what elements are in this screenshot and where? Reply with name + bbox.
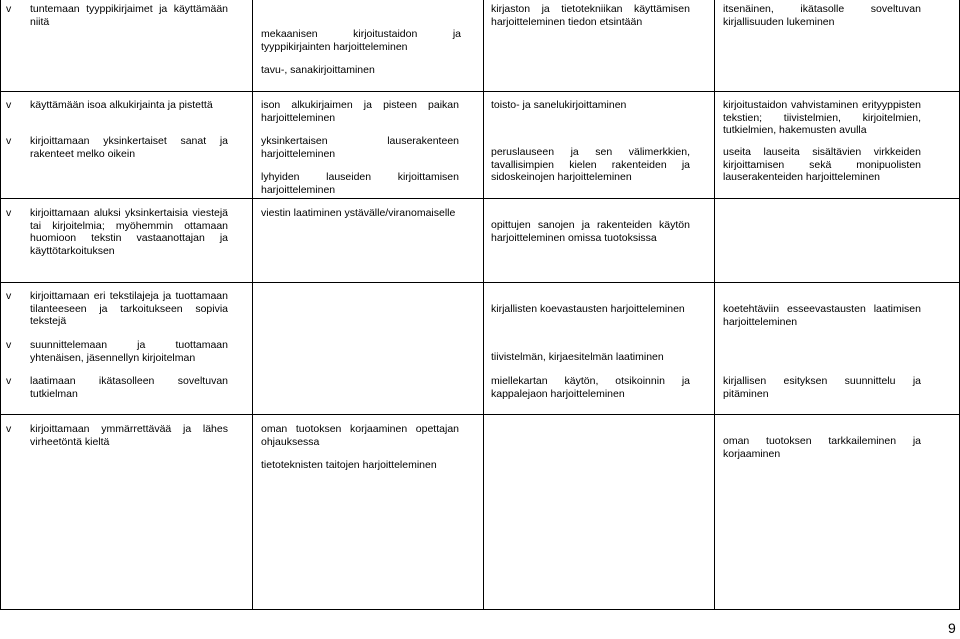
row-divider [0, 282, 960, 283]
content-text: tavu-, sanakirjoittaminen [261, 64, 375, 76]
table-border-bottom [0, 609, 960, 610]
content-text: oman tuotoksen tarkkaileminen ja korjaaminen [723, 435, 921, 460]
content-text: tietoteknisten taitojen harjoitteleminen [261, 459, 437, 471]
content-text: peruslauseen ja sen välimerkkien, tavallisimpien kielen rakenteiden ja sidoskeinojen harjoitteleminen [491, 146, 690, 184]
content-text: koetehtäviin esseevastausten laatimisen harjoitteleminen [723, 303, 921, 328]
bullet-marker: v [6, 135, 12, 147]
goal-text: kirjoittamaan yksinkertaiset sanat ja rakenteet melko oikein [30, 135, 228, 160]
row-divider [0, 414, 960, 415]
bullet-marker: v [6, 375, 12, 387]
content-text: viestin laatiminen ystävälle/viranomaiselle [261, 207, 456, 219]
content-text: itsenäinen, ikätasolle soveltuvan kirjallisuuden lukeminen [723, 3, 921, 28]
goal-text: suunnittelemaan ja tuottamaan yhtenäisen, jäsennellyn kirjoitelman [30, 339, 228, 364]
row-divider [0, 198, 960, 199]
goal-text: laatimaan ikätasolleen soveltuvan tutkielman [30, 375, 228, 400]
content-text: lyhyiden lauseiden kirjoittamisen harjoitteleminen [261, 171, 459, 196]
content-text: toisto- ja sanelukirjoittaminen [491, 99, 627, 111]
bullet-marker: v [6, 423, 12, 435]
content-text: kirjallisen esityksen suunnittelu ja pitäminen [723, 375, 921, 400]
content-text: oman tuotoksen korjaaminen opettajan ohjauksessa [261, 423, 459, 448]
bullet-marker: v [6, 99, 12, 111]
page-number: 9 [948, 620, 956, 636]
bullet-marker: v [6, 3, 12, 15]
row-divider [0, 91, 960, 92]
bullet-marker: v [6, 290, 12, 302]
goal-text: kirjoittamaan ymmärrettävää ja lähes virheetöntä kieltä [30, 423, 228, 448]
content-text: mekaanisen kirjoitustaidon ja tyyppikirjainten harjoitteleminen [261, 28, 461, 53]
content-text: opittujen sanojen ja rakenteiden käytön harjoitteleminen omissa tuotoksissa [491, 219, 690, 244]
bullet-marker: v [6, 207, 12, 219]
content-text: useita lauseita sisältävien virkkeiden kirjoittamisen sekä monipuolisten lauserakenteiden harjoitteleminen [723, 146, 921, 184]
bullet-marker: v [6, 339, 12, 351]
goal-text: tuntemaan tyyppikirjaimet ja käyttämään niitä [30, 3, 228, 28]
goal-text: käyttämään isoa alkukirjainta ja pistettä [30, 99, 213, 111]
goal-text: kirjoittamaan aluksi yksinkertaisia viestejä tai kirjoitelmia; myöhemmin ottamaan huomioon tekstin vastaanottajan ja käyttötarkoituksen [30, 207, 228, 257]
goal-text: kirjoittamaan eri tekstilajeja ja tuottamaan tilanteeseen ja tarkoitukseen sopivia tekstejä [30, 290, 228, 328]
content-text: tiivistelmän, kirjaesitelmän laatiminen [491, 351, 664, 363]
content-text: kirjaston ja tietotekniikan käyttämisen harjoitteleminen tiedon etsintään [491, 3, 690, 28]
content-text: kirjoitustaidon vahvistaminen erityyppisten tekstien; tiivistelmien, kirjoitelmien, tutkielmien, hakemusten avulla [723, 99, 921, 137]
content-text: yksinkertaisen lauserakenteen harjoitteleminen [261, 135, 459, 160]
content-text: miellekartan käytön, otsikoinnin ja kappalejaon harjoitteleminen [491, 375, 690, 400]
content-text: ison alkukirjaimen ja pisteen paikan harjoitteleminen [261, 99, 459, 124]
content-text: kirjallisten koevastausten harjoitteleminen [491, 303, 685, 315]
